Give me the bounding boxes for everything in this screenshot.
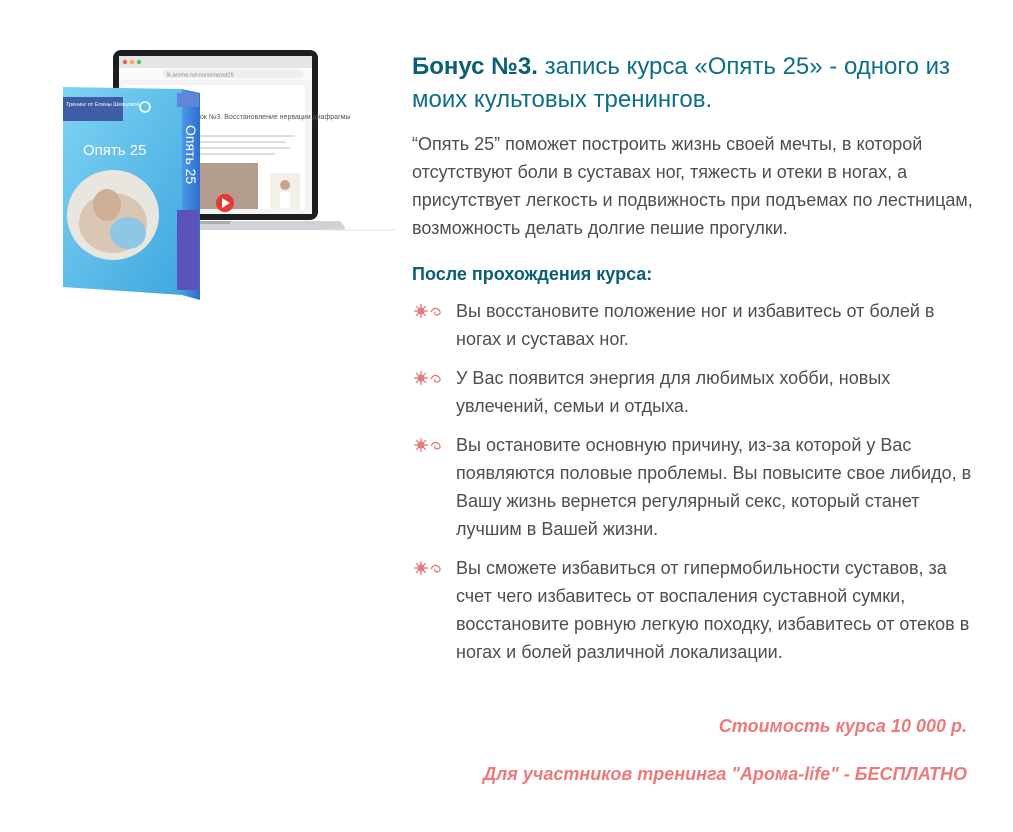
benefits-list [412, 297, 982, 666]
ornament-bullet-icon [412, 370, 446, 386]
bonus-section [412, 50, 982, 677]
bonus-title-text: запись курса «Опять 25» - одного из моих культовых тренингов. [412, 53, 951, 113]
benefit-text: Вы сможете избавиться от гипермобильности суставов, за счет чего избавитесь от воспаления суставной сумки, восстановите ровную легкую походку, избавитесь от отеков в ногах и болей различной локализации. [456, 558, 970, 662]
box-badge: Тренинг от Елены Шевцовой [66, 102, 140, 108]
laptop-page-heading: ок №3. Восстановление нервации диафрагмы [200, 114, 351, 121]
benefit-item [412, 431, 982, 543]
box-title: Опять 25 [83, 142, 147, 159]
course-promo-image [55, 45, 395, 315]
benefit-item [412, 554, 982, 666]
bonus-title [412, 50, 982, 116]
box-side-title: Опять 25 [183, 125, 199, 185]
bonus-title-number: Бонус №3. [412, 53, 538, 80]
ornament-bullet-icon [412, 303, 446, 319]
benefit-item [412, 364, 982, 420]
laptop-url: lk.aroma.ru/course/opyat25 [167, 72, 234, 79]
laptop-and-box-illustration [55, 45, 395, 315]
benefit-text: Вы остановите основную причину, из-за которой у Вас появляются половые проблемы. Вы повысите свое либидо, в Вашу жизнь вернется регулярный секс, который станет лучшим в Вашей жизни. [456, 435, 972, 539]
free-for-participants-note: Для участников тренинга "Арома-life" - БЕСПЛАТНО [483, 764, 967, 784]
benefits-heading: После прохождения курса: [412, 264, 653, 284]
ornament-bullet-icon [412, 560, 446, 576]
benefit-text: Вы восстановите положение ног и избавитесь от болей в ногах и суставах ног. [456, 301, 935, 349]
course-box [63, 87, 200, 300]
ornament-bullet-icon [412, 437, 446, 453]
course-description: “Опять 25” поможет построить жизнь своей мечты, в которой отсутствуют боли в суставах ног, тяжесть и отеки в ногах, а присутствует легкость и подвижность при подъемах по лестницам, возможность делать долгие пешие прогулки. [412, 134, 973, 238]
course-price: Стоимость курса 10 000 р. [718, 716, 967, 736]
benefit-item [412, 297, 982, 353]
benefit-text: У Вас появится энергия для любимых хобби, новых увлечений, семьи и отдыха. [456, 368, 891, 416]
